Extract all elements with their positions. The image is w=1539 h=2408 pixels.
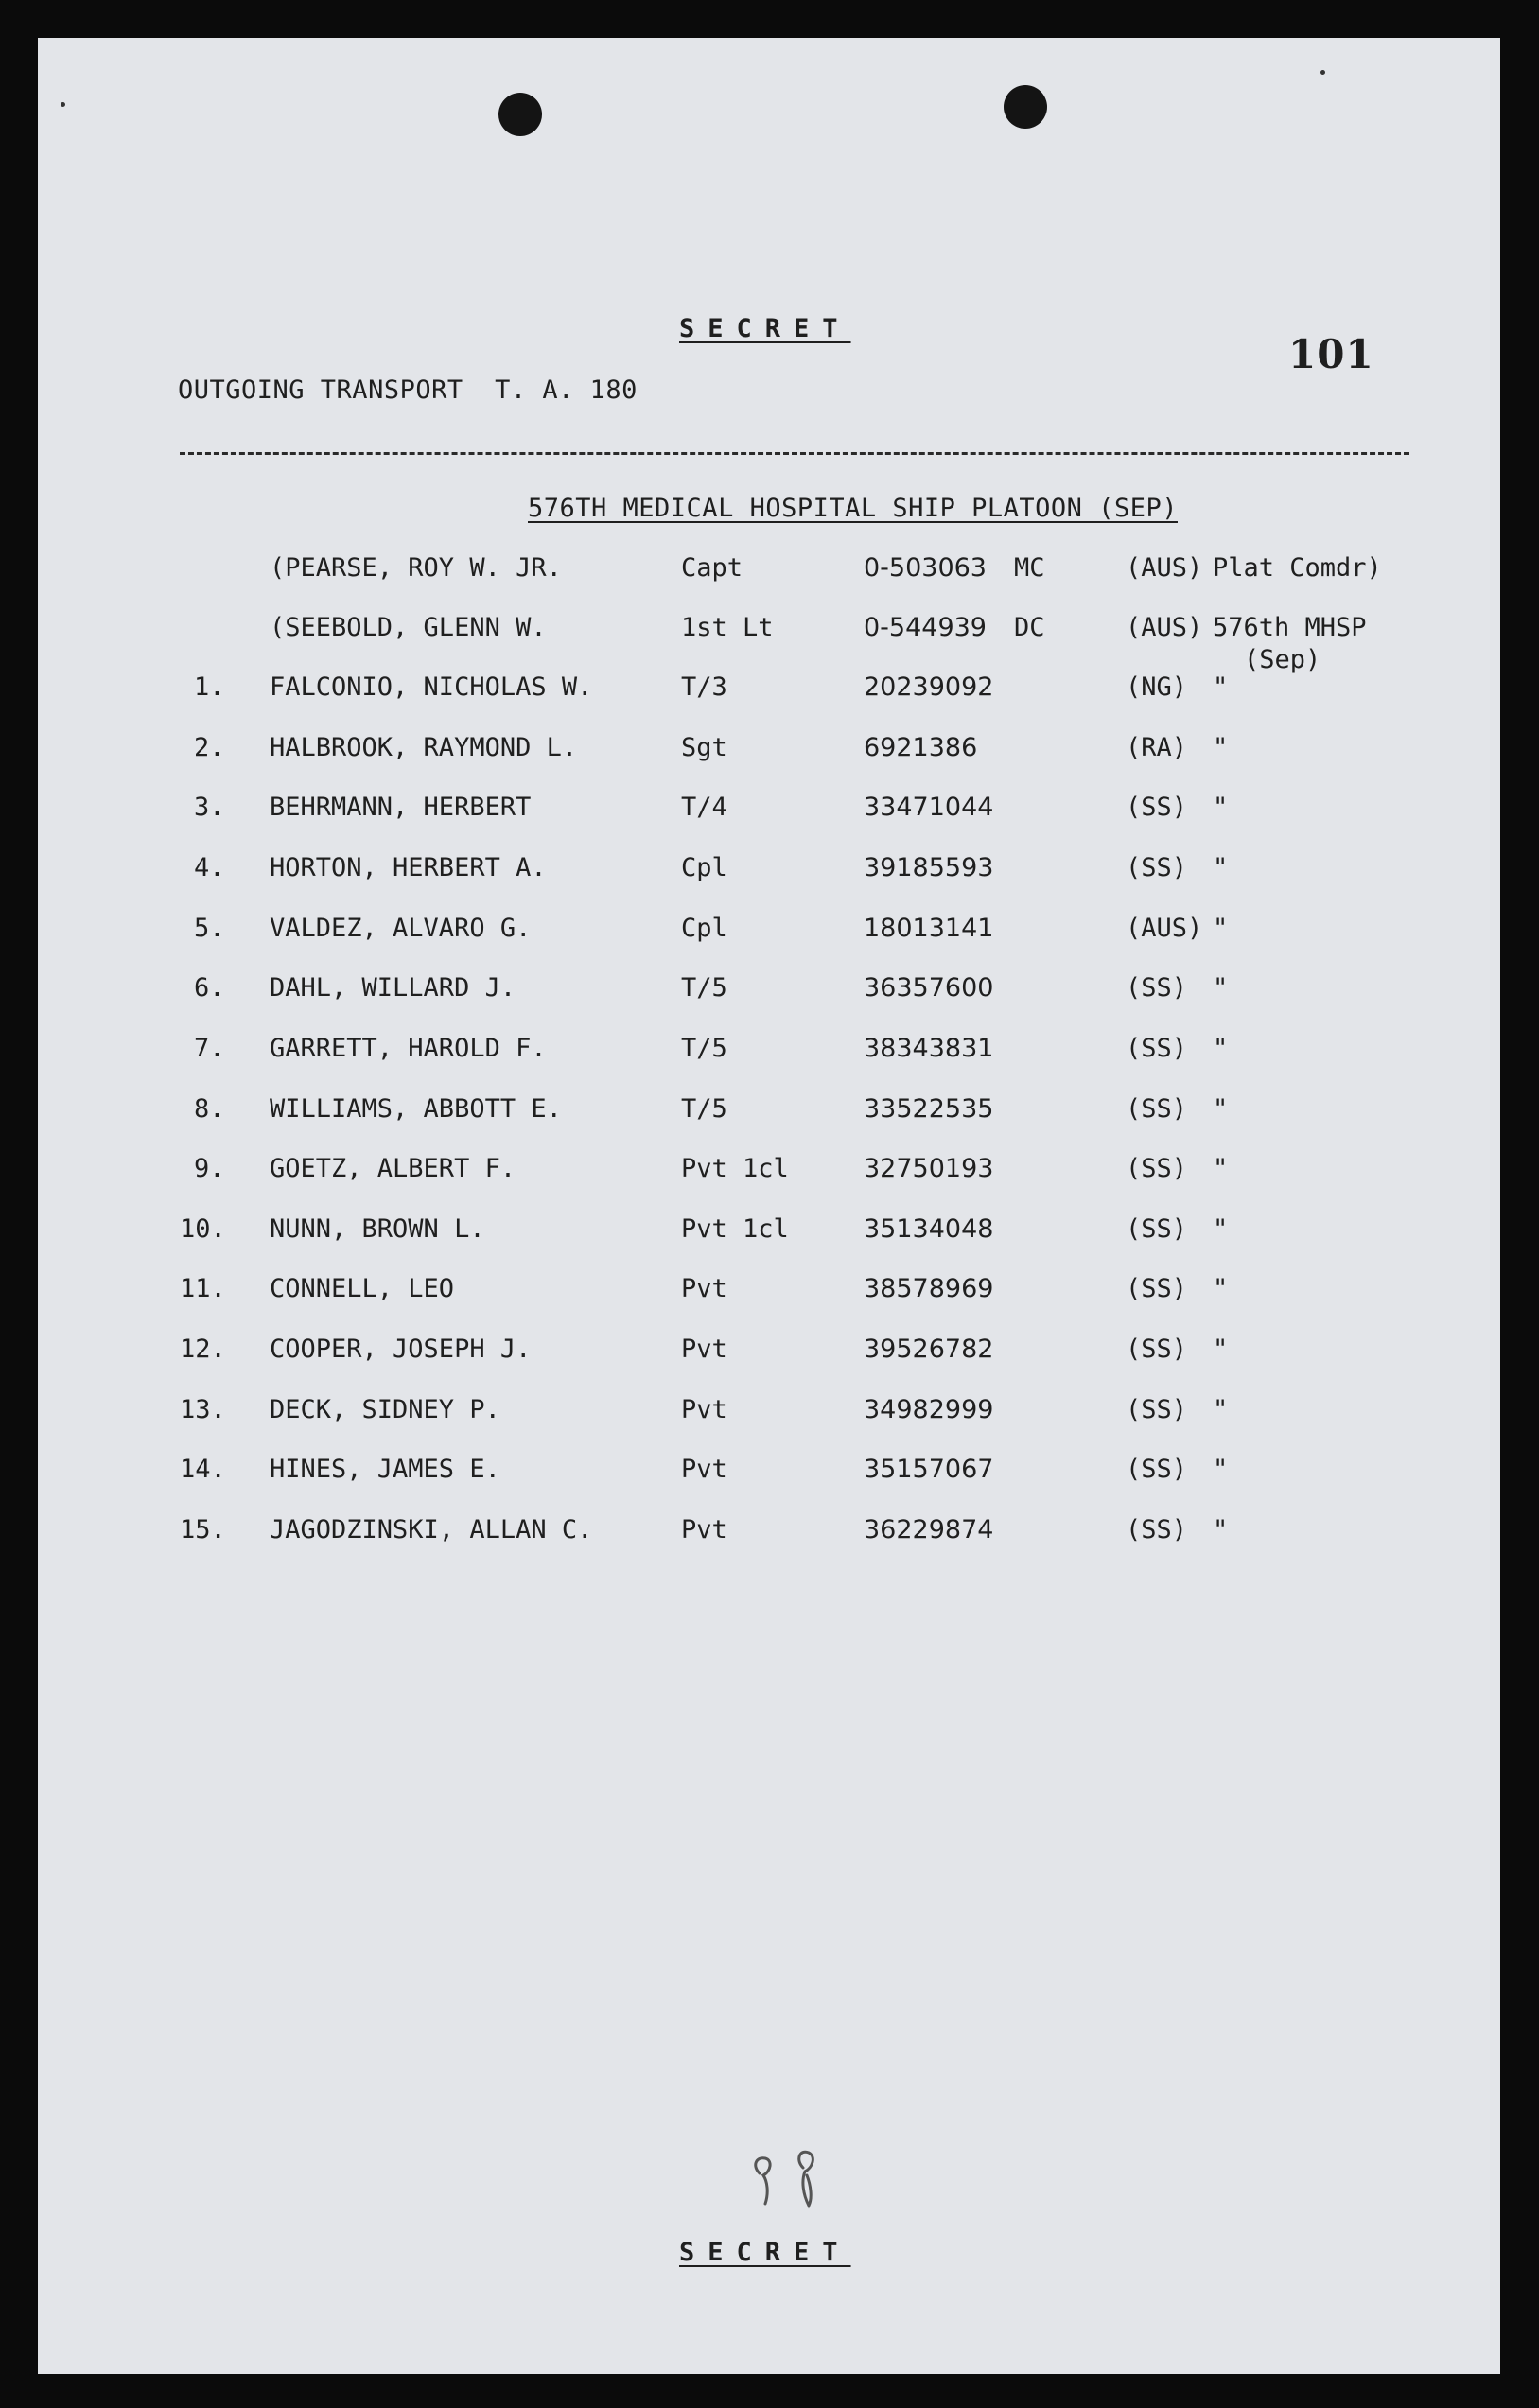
unit-title: 576TH MEDICAL HOSPITAL SHIP PLATOON (SEP) — [528, 494, 1178, 523]
row-serial: 32750193 — [864, 1154, 994, 1183]
row-name: DAHL, WILLARD J. — [270, 973, 516, 1003]
row-ditto: " — [1213, 672, 1229, 702]
row-component: (SS) — [1126, 1034, 1188, 1063]
row-serial: 20239092 — [864, 672, 994, 702]
row-name: CONNELL, LEO — [270, 1274, 455, 1303]
table-row — [0, 672, 1539, 710]
row-component: (SS) — [1126, 1455, 1188, 1484]
row-number: 5. — [194, 914, 225, 943]
row-name: FALCONIO, NICHOLAS W. — [270, 672, 593, 702]
row-ditto: " — [1213, 1214, 1229, 1244]
row-name: BEHRMANN, HERBERT — [270, 793, 532, 822]
table-row — [0, 914, 1539, 951]
row-component: (SS) — [1126, 973, 1188, 1003]
row-ditto: " — [1213, 1395, 1229, 1424]
row-rank: Cpl — [681, 914, 727, 943]
header-classification: SECRET — [679, 314, 851, 343]
row-ditto: " — [1213, 793, 1229, 822]
row-component: (SS) — [1126, 1395, 1188, 1424]
row-name: DECK, SIDNEY P. — [270, 1395, 500, 1424]
table-row — [0, 1274, 1539, 1312]
row-serial: 35134048 — [864, 1214, 994, 1244]
officer-name: (SEEBOLD, GLENN W. — [270, 613, 547, 642]
row-number: 12. — [180, 1335, 226, 1364]
row-ditto: " — [1213, 1335, 1229, 1364]
row-serial: 36357600 — [864, 973, 994, 1003]
row-serial: 6921386 — [864, 733, 978, 762]
row-component: (AUS) — [1126, 914, 1203, 943]
row-serial: 38578969 — [864, 1274, 994, 1303]
row-component: (SS) — [1126, 1154, 1188, 1183]
row-number: 2. — [194, 733, 225, 762]
row-ditto: " — [1213, 973, 1229, 1003]
row-name: GARRETT, HAROLD F. — [270, 1034, 547, 1063]
row-number: 14. — [180, 1455, 226, 1484]
table-row — [0, 1455, 1539, 1492]
row-serial: 33522535 — [864, 1094, 994, 1124]
table-row — [0, 1154, 1539, 1192]
row-ditto: " — [1213, 1034, 1229, 1063]
table-row — [0, 733, 1539, 771]
row-name: COOPER, JOSEPH J. — [270, 1335, 532, 1364]
row-rank: T/3 — [681, 672, 727, 702]
row-number: 15. — [180, 1515, 226, 1544]
officer-row — [0, 613, 1539, 674]
row-number: 10. — [180, 1214, 226, 1244]
officer-note: 576th MHSP — [1213, 613, 1367, 642]
officer-component: (AUS) — [1126, 553, 1203, 583]
row-name: JAGODZINSKI, ALLAN C. — [270, 1515, 593, 1544]
punch-hole-left — [498, 93, 542, 136]
row-number: 3. — [194, 793, 225, 822]
transport-heading: OUTGOING TRANSPORT T. A. 180 — [178, 375, 638, 405]
row-name: VALDEZ, ALVARO G. — [270, 914, 532, 943]
officer-note: Plat Comdr) — [1213, 553, 1382, 583]
row-ditto: " — [1213, 853, 1229, 882]
row-number: 1. — [194, 672, 225, 702]
row-serial: 38343831 — [864, 1034, 994, 1063]
punch-hole-right — [1004, 85, 1047, 129]
row-component: (SS) — [1126, 1214, 1188, 1244]
row-rank: T/5 — [681, 1034, 727, 1063]
table-row — [0, 1515, 1539, 1553]
row-rank: Pvt 1cl — [681, 1214, 789, 1244]
page-number: 101 — [1288, 331, 1374, 377]
dashed-divider — [180, 452, 1409, 455]
officer-note-sep: (Sep) — [1244, 645, 1321, 674]
row-number: 4. — [194, 853, 225, 882]
row-serial: 34982999 — [864, 1395, 994, 1424]
row-serial: 36229874 — [864, 1515, 994, 1544]
row-rank: Pvt — [681, 1395, 727, 1424]
table-row — [0, 793, 1539, 830]
row-rank: T/4 — [681, 793, 727, 822]
officer-row — [0, 553, 1539, 591]
officer-rank: 1st Lt — [681, 613, 774, 642]
officer-branch: MC — [1014, 553, 1045, 583]
row-serial: 18013141 — [864, 914, 994, 943]
row-ditto: " — [1213, 1515, 1229, 1544]
row-number: 9. — [194, 1154, 225, 1183]
officer-branch: DC — [1014, 613, 1045, 642]
row-component: (SS) — [1126, 1274, 1188, 1303]
row-ditto: " — [1213, 914, 1229, 943]
table-row — [0, 973, 1539, 1011]
row-name: WILLIAMS, ABBOTT E. — [270, 1094, 562, 1124]
row-serial: 39526782 — [864, 1335, 994, 1364]
row-rank: Pvt — [681, 1515, 727, 1544]
officer-component: (AUS) — [1126, 613, 1203, 642]
row-rank: T/5 — [681, 1094, 727, 1124]
row-ditto: " — [1213, 1274, 1229, 1303]
row-rank: Pvt — [681, 1274, 727, 1303]
table-row — [0, 1034, 1539, 1072]
row-serial: 33471044 — [864, 793, 994, 822]
row-rank: Pvt — [681, 1335, 727, 1364]
row-rank: Pvt — [681, 1455, 727, 1484]
row-component: (NG) — [1126, 672, 1188, 702]
row-ditto: " — [1213, 1154, 1229, 1183]
row-name: HINES, JAMES E. — [270, 1455, 500, 1484]
officer-rank: Capt — [681, 553, 743, 583]
row-component: (SS) — [1126, 1515, 1188, 1544]
officer-name: (PEARSE, ROY W. JR. — [270, 553, 562, 583]
row-name: NUNN, BROWN L. — [270, 1214, 485, 1244]
row-rank: Pvt 1cl — [681, 1154, 789, 1183]
row-number: 11. — [180, 1274, 226, 1303]
row-rank: T/5 — [681, 973, 727, 1003]
row-number: 6. — [194, 973, 225, 1003]
speck — [1320, 70, 1325, 75]
row-ditto: " — [1213, 1094, 1229, 1124]
row-component: (SS) — [1126, 853, 1188, 882]
table-row — [0, 1094, 1539, 1132]
row-ditto: " — [1213, 1455, 1229, 1484]
table-row — [0, 1335, 1539, 1372]
handwritten-mark — [743, 2147, 847, 2213]
row-serial: 35157067 — [864, 1455, 994, 1484]
officer-serial: 0-503063 — [864, 553, 987, 583]
row-component: (RA) — [1126, 733, 1188, 762]
officer-serial: 0-544939 — [864, 613, 987, 642]
row-component: (SS) — [1126, 793, 1188, 822]
row-component: (SS) — [1126, 1094, 1188, 1124]
footer-classification: SECRET — [679, 2238, 851, 2267]
row-number: 13. — [180, 1395, 226, 1424]
speck — [61, 102, 65, 107]
table-row — [0, 1395, 1539, 1433]
row-name: GOETZ, ALBERT F. — [270, 1154, 516, 1183]
row-number: 8. — [194, 1094, 225, 1124]
table-row — [0, 1214, 1539, 1252]
row-ditto: " — [1213, 733, 1229, 762]
row-name: HORTON, HERBERT A. — [270, 853, 547, 882]
row-serial: 39185593 — [864, 853, 994, 882]
row-rank: Sgt — [681, 733, 727, 762]
table-row — [0, 853, 1539, 891]
row-component: (SS) — [1126, 1335, 1188, 1364]
row-number: 7. — [194, 1034, 225, 1063]
row-rank: Cpl — [681, 853, 727, 882]
row-name: HALBROOK, RAYMOND L. — [270, 733, 578, 762]
